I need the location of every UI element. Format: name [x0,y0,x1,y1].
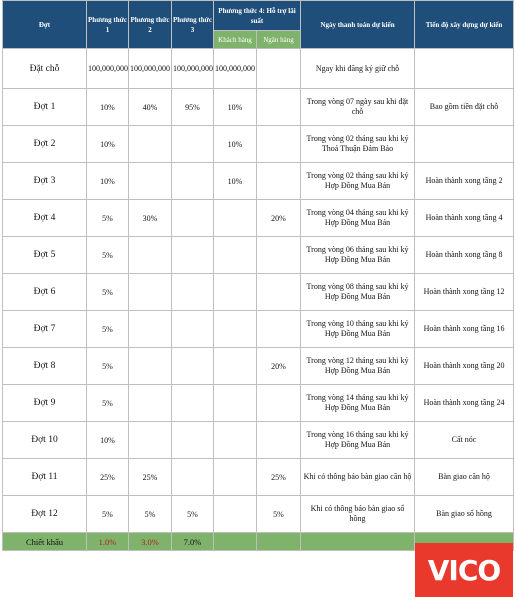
progress-cell: Hoàn thành xong tầng 4 [415,200,514,237]
header-pt3: Phương thức 3 [172,1,214,49]
pt3-cell [172,163,214,200]
bank-cell: 5% [257,496,301,533]
customer-cell [214,237,257,274]
customer-cell [214,311,257,348]
table-row [3,126,514,163]
progress-cell: Bàn giao căn hộ [415,459,514,496]
discount-pt2: 3.0% [129,533,172,551]
pt3-cell: 5% [172,496,214,533]
pay-date-cell: Trong vòng 07 ngày sau khi đặt chỗ [301,89,415,126]
pt3-cell [172,422,214,459]
vico-logo [415,543,513,597]
customer-cell [214,496,257,533]
pt1-cell: 5% [87,274,129,311]
discount-label: Chiết khấu [3,533,87,551]
table-row [3,459,514,496]
table-row [3,385,514,422]
pt1-cell: 10% [87,422,129,459]
pt2-cell: 30% [129,200,172,237]
bank-cell [257,237,301,274]
bank-cell [257,385,301,422]
table-row [3,49,514,89]
installment-cell: Đợt 3 [3,163,87,200]
pt2-cell [129,385,172,422]
installment-cell: Đợt 7 [3,311,87,348]
table-row [3,200,514,237]
installment-cell: Đợt 6 [3,274,87,311]
customer-cell [214,274,257,311]
table-row [3,348,514,385]
progress-cell: Cất nóc [415,422,514,459]
customer-cell: 10% [214,126,257,163]
header-pt4: Phương thức 4: Hỗ trợ lãi suất [214,1,301,31]
pt3-cell [172,348,214,385]
pay-date-cell: Trong vòng 10 tháng sau khi ký Hợp Đồng Mua Bán [301,311,415,348]
pt2-cell [129,237,172,274]
progress-cell [415,49,514,89]
pt1-cell: 100,000,000 [87,49,129,89]
pt3-cell: 95% [172,89,214,126]
table-row [3,237,514,274]
bank-cell [257,126,301,163]
discount-empty [301,533,415,551]
pt1-cell: 5% [87,385,129,422]
pt2-cell: 100,000,000 [129,49,172,89]
pt2-cell [129,126,172,163]
pt2-cell: 5% [129,496,172,533]
progress-cell: Bàn giao sổ hồng [415,496,514,533]
customer-cell [214,459,257,496]
pt1-cell: 5% [87,348,129,385]
table-row [3,311,514,348]
table-row [3,274,514,311]
header-progress: Tiến độ xây dựng dự kiến [415,1,514,49]
bank-cell [257,422,301,459]
pt2-cell [129,274,172,311]
progress-cell: Hoàn thành xong tầng 20 [415,348,514,385]
pay-date-cell: Trong vòng 08 tháng sau khi ký Hợp Đồng Mua Bán [301,274,415,311]
subheader-bank: Ngân hàng [257,31,301,49]
pt2-cell [129,311,172,348]
header-pt1: Phương thức 1 [87,1,129,49]
table-row [3,89,514,126]
pt1-cell: 10% [87,163,129,200]
installment-cell: Đặt chỗ [3,49,87,89]
pt3-cell [172,237,214,274]
customer-cell: 10% [214,89,257,126]
bank-cell: 20% [257,200,301,237]
installment-cell: Đợt 10 [3,422,87,459]
customer-cell: 10% [214,163,257,200]
logo-text: VICO [427,553,501,587]
pt3-cell [172,274,214,311]
bank-cell [257,274,301,311]
pay-date-cell: Ngay khi đăng ký giữ chỗ [301,49,415,89]
installment-cell: Đợt 2 [3,126,87,163]
subheader-customer: Khách hàng [214,31,257,49]
bank-cell [257,89,301,126]
pt2-cell [129,348,172,385]
progress-cell: Bao gồm tiền đặt chỗ [415,89,514,126]
pt1-cell: 10% [87,89,129,126]
payment-schedule-table [2,0,514,551]
table-row [3,163,514,200]
pay-date-cell: Trong vòng 14 tháng sau khi ký Hợp Đồng Mua Bán [301,385,415,422]
header-pt2: Phương thức 2 [129,1,172,49]
installment-cell: Đợt 1 [3,89,87,126]
bank-cell: 25% [257,459,301,496]
pt2-cell: 25% [129,459,172,496]
installment-cell: Đợt 12 [3,496,87,533]
pt3-cell [172,459,214,496]
pt3-cell [172,126,214,163]
pt3-cell [172,311,214,348]
customer-cell [214,200,257,237]
pt1-cell: 5% [87,496,129,533]
installment-cell: Đợt 11 [3,459,87,496]
pay-date-cell: Khi có thông báo bàn giao sổ hồng [301,496,415,533]
pt2-cell [129,422,172,459]
pay-date-cell: Trong vòng 16 tháng sau khi ký Hợp Đồng Mua Bán [301,422,415,459]
progress-cell: Hoàn thành xong tầng 24 [415,385,514,422]
discount-pt1: 1.0% [87,533,129,551]
customer-cell [214,385,257,422]
installment-cell: Đợt 8 [3,348,87,385]
pay-date-cell: Trong vòng 02 tháng sau khi ký Thoả Thuận Đảm Bảo [301,126,415,163]
customer-cell [214,348,257,385]
bank-cell [257,311,301,348]
customer-cell [214,422,257,459]
pay-date-cell: Khi có thông báo bàn giao căn hộ [301,459,415,496]
table-row [3,496,514,533]
installment-cell: Đợt 5 [3,237,87,274]
header-pay-date: Ngày thanh toán dự kiến [301,1,415,49]
bank-cell: 20% [257,348,301,385]
pt3-cell [172,200,214,237]
pt1-cell: 5% [87,200,129,237]
progress-cell: Hoàn thành xong tầng 2 [415,163,514,200]
pt1-cell: 5% [87,311,129,348]
pt2-cell: 40% [129,89,172,126]
pt3-cell: 100,000,000 [172,49,214,89]
progress-cell: Hoàn thành xong tầng 8 [415,237,514,274]
progress-cell [415,126,514,163]
pay-date-cell: Trong vòng 06 tháng sau khi ký Hợp Đồng Mua Bán [301,237,415,274]
customer-cell: 100,000,000 [214,49,257,89]
table-row [3,422,514,459]
pt1-cell: 25% [87,459,129,496]
discount-pt3: 7.0% [172,533,214,551]
pt1-cell: 10% [87,126,129,163]
header-row [3,1,514,31]
pay-date-cell: Trong vòng 02 tháng sau khi ký Hợp Đồng Mua Bán [301,163,415,200]
installment-cell: Đợt 9 [3,385,87,422]
progress-cell: Hoàn thành xong tầng 12 [415,274,514,311]
pay-date-cell: Trong vòng 12 tháng sau khi ký Hợp Đồng Mua Bán [301,348,415,385]
pt1-cell: 5% [87,237,129,274]
installment-cell: Đợt 4 [3,200,87,237]
bank-cell [257,163,301,200]
discount-empty [257,533,301,551]
pt2-cell [129,163,172,200]
pt3-cell [172,385,214,422]
pay-date-cell: Trong vòng 04 tháng sau khi ký Hợp Đồng Mua Bán [301,200,415,237]
discount-empty [214,533,257,551]
progress-cell: Hoàn thành xong tầng 16 [415,311,514,348]
bank-cell [257,49,301,89]
header-dot: Đợt [3,1,87,49]
